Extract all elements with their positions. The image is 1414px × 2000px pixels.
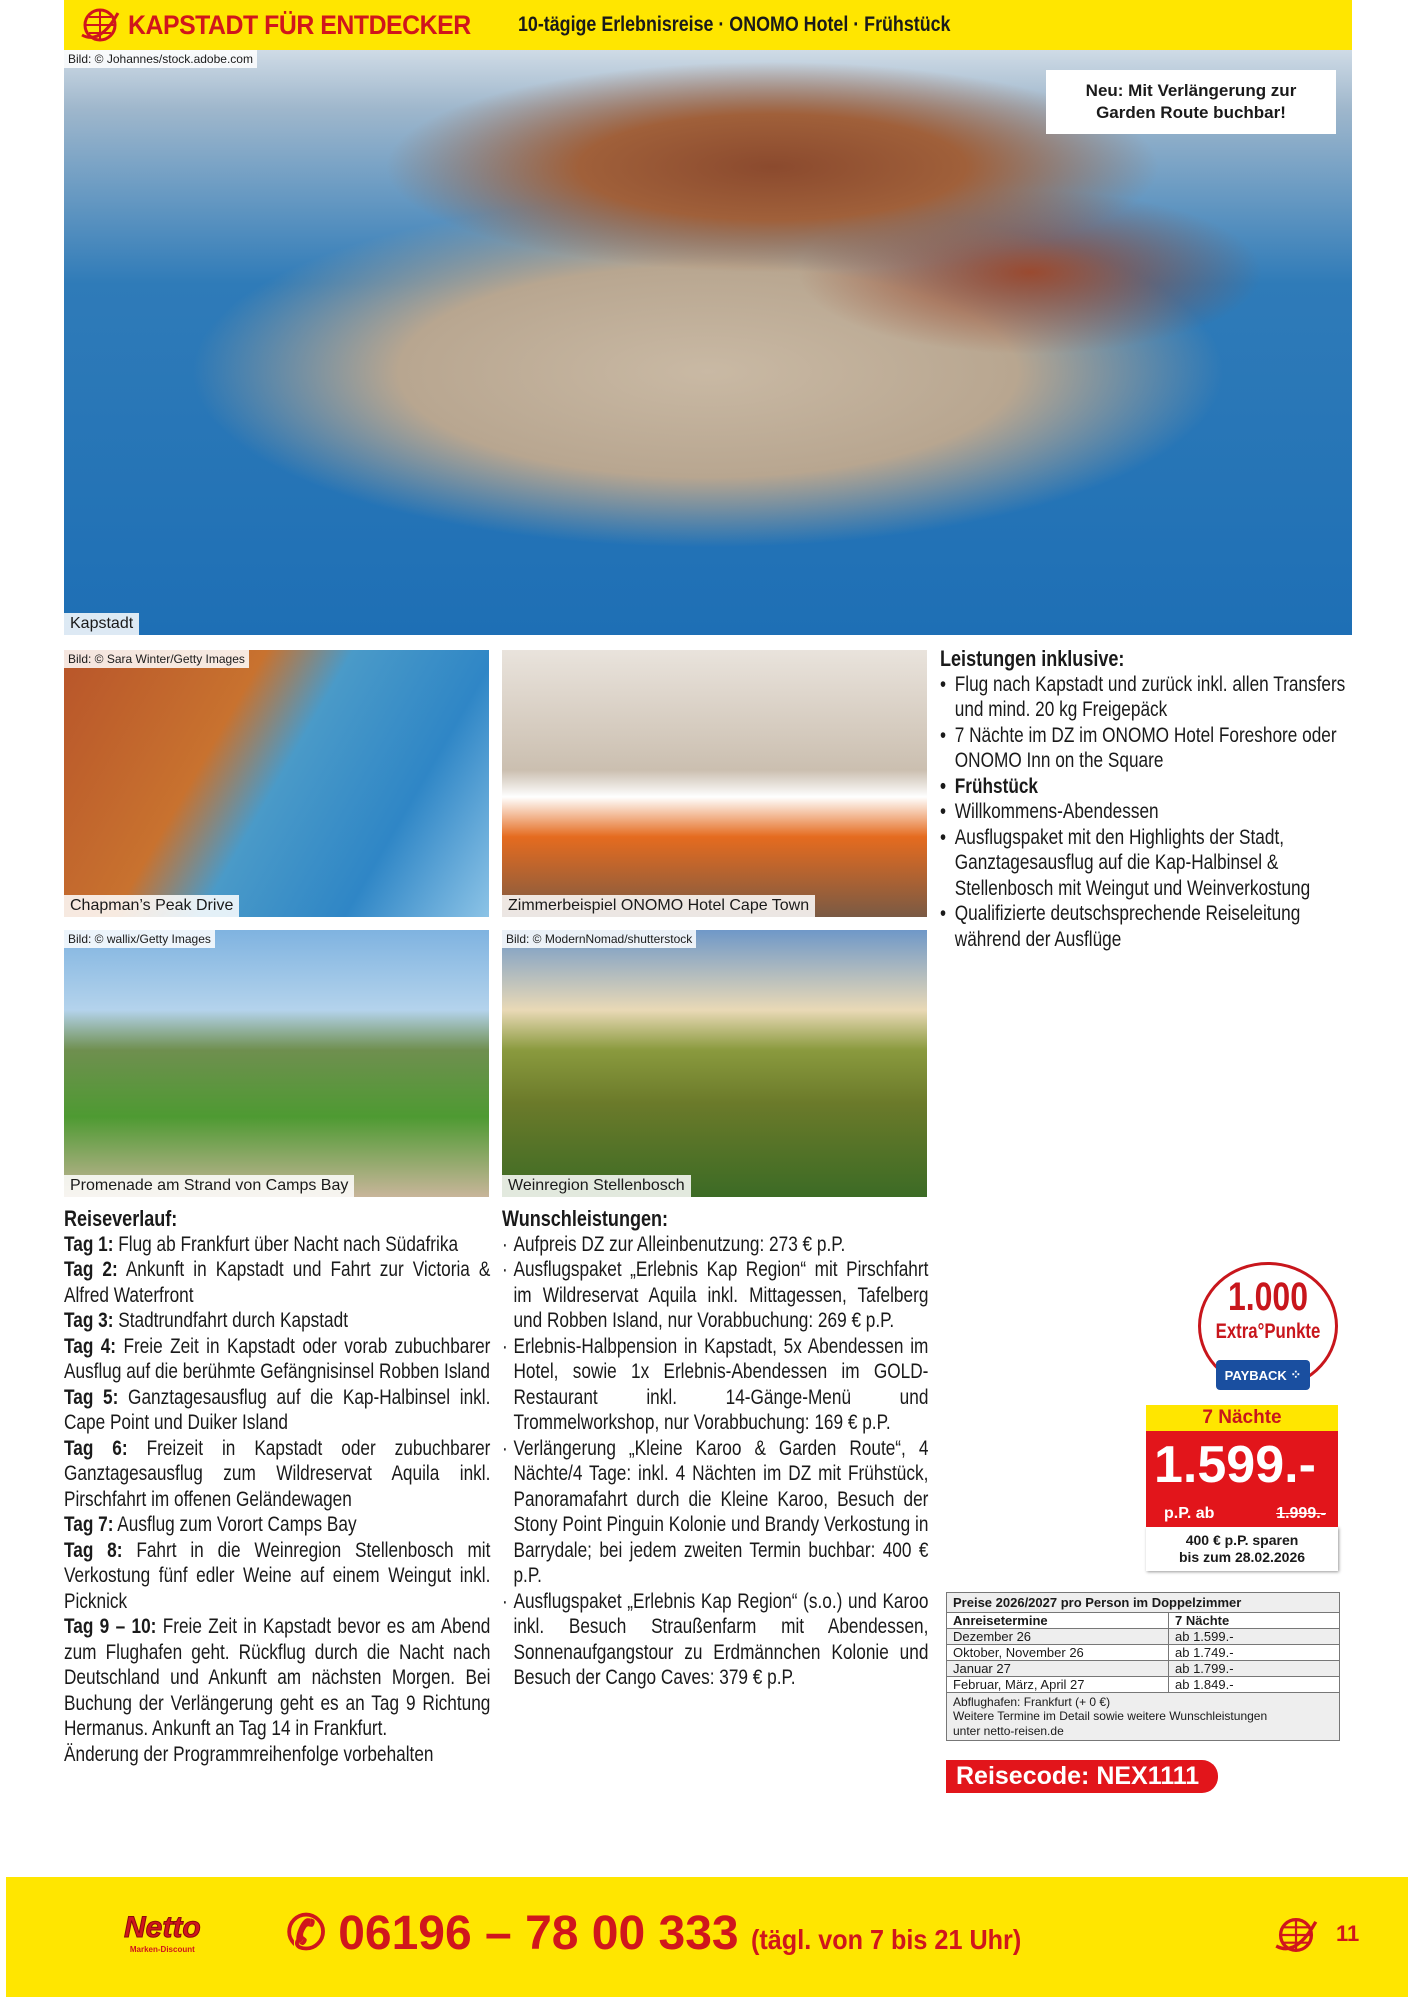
points-value: 1.000	[1227, 1275, 1309, 1319]
itinerary-title: Reiseverlauf:	[64, 1206, 178, 1231]
day-label: Tag 2:	[64, 1258, 118, 1281]
photo-camps-bay	[64, 930, 489, 1197]
day-text: Ankunft in Kapstadt und Fahrt zur Victoria & Alfred Waterfront	[64, 1258, 491, 1307]
day-label: Tag 8:	[64, 1538, 123, 1562]
netto-sub: Marken-Discount	[129, 1945, 195, 1954]
table-title: Preise 2026/2027 pro Person im Doppelzimmer	[947, 1593, 1339, 1613]
list-item: • Qualifizierte deutschsprechende Reiseleitung während der Ausflüge	[940, 901, 1350, 952]
price-per-person: p.P. ab	[1164, 1505, 1215, 1522]
price-box	[1146, 1405, 1338, 1571]
day-text: Freie Zeit in Kapstadt bevor es am Abend zum Flughafen geht. Rückflug durch die Nacht nach Deutschland und Ankunft am nächsten Morgen. Bei Buchung der Verlängerung geht es an Tag 9 Richtung Hermanus. Ankunft an Tag 14 in Frankfurt.	[64, 1615, 491, 1740]
photo-chapmans-peak	[64, 650, 489, 917]
table-row	[947, 1677, 1339, 1693]
photo-credit: Bild: © Sara Winter/Getty Images	[64, 650, 249, 668]
header-bar	[64, 0, 1352, 50]
itinerary-day	[64, 1308, 490, 1334]
included-services	[940, 646, 1350, 952]
day-label: Tag 3:	[64, 1309, 114, 1332]
itinerary-day	[64, 1385, 490, 1436]
table-row	[947, 1661, 1339, 1677]
day-text: Freie Zeit in Kapstadt oder vorab zubuchbarer Ausflug auf die berühmte Gefängnisinsel Robben Island	[64, 1334, 491, 1383]
footer-bar	[6, 1877, 1408, 1997]
itinerary	[64, 1206, 490, 1767]
nights-label: 7 Nächte	[1146, 1405, 1338, 1431]
list-item: · Aufpreis DZ zur Alleinbenutzung: 273 € p.P.	[502, 1232, 928, 1258]
table-cell: ab 1.799.-	[1175, 1661, 1234, 1676]
photo-credit: Bild: © Johannes/stock.adobe.com	[64, 50, 257, 68]
day-text: Stadtrundfahrt durch Kapstadt	[118, 1309, 348, 1332]
list-item: • 7 Nächte im DZ im ONOMO Hotel Foreshore oder ONOMO Inn on the Square	[940, 723, 1350, 774]
footnote-line: unter netto-reisen.de	[953, 1723, 1064, 1738]
list-item: · Ausflugspaket „Erlebnis Kap Region“ mit Pirschfahrt im Wildreservat Aquila inkl. Mittagessen, Tafelberg und Robben Island, nur Vorabbuchung: 269 € p.P.	[502, 1257, 928, 1334]
table-cell: Januar 27	[953, 1661, 1011, 1676]
price-value: 1.599.-	[1154, 1436, 1316, 1494]
netto-logo	[124, 1911, 201, 1954]
day-label: Tag 4:	[64, 1334, 117, 1358]
phone-number[interactable]: 06196 – 78 00 333	[338, 1907, 739, 1960]
day-text: Fahrt in die Weinregion Stellenbosch mit Verkostung fünf edler Weine auf einem Weingut inkl. Picknick	[64, 1538, 491, 1613]
savings-deadline: bis zum 28.02.2026	[1178, 1548, 1306, 1565]
photo-credit: Bild: © wallix/Getty Images	[64, 930, 215, 948]
day-text: Flug ab Frankfurt über Nacht nach Südafrika	[118, 1232, 459, 1256]
photo-stellenbosch	[502, 930, 927, 1197]
globe-icon	[1274, 1913, 1318, 1957]
day-text: Freizeit in Kapstadt oder zubuchbarer Ganztagesausflug zum Wildreservat Aquila inkl. Pirschfahrt im offenen Geländewagen	[64, 1436, 491, 1511]
points-label: Extra°Punkte	[1215, 1320, 1321, 1343]
page-title: KAPSTADT FÜR ENTDECKER	[128, 9, 471, 40]
globe-icon	[80, 5, 120, 45]
table-cell: ab 1.599.-	[1175, 1629, 1234, 1644]
savings-line: 400 € p.P. sparen	[1185, 1532, 1299, 1548]
savings-note	[1146, 1527, 1338, 1571]
price-table	[946, 1592, 1340, 1741]
photo-caption: Chapman’s Peak Drive	[64, 895, 239, 917]
day-label: Tag 5:	[64, 1385, 119, 1409]
list-item: · Verlängerung „Kleine Karoo & Garden Route“, 4 Nächte/4 Tage: inkl. 4 Nächten im DZ mit Frühstück, Panoramafahrt durch die Kleine Karoo, Besuch der Stony Point Pinguin Kolonie und Brandy Verkostung in Barrydale; bei jedem zweiten Termin buchbar: 400 € p.P.	[502, 1436, 928, 1589]
footnote-line: Abflughafen: Frankfurt (+ 0 €)	[953, 1695, 1111, 1709]
payback-dots-icon: ⁘	[1290, 1367, 1302, 1382]
itinerary-note: Änderung der Programmreihenfolge vorbehalten	[64, 1742, 434, 1766]
photo-caption: Kapstadt	[64, 613, 139, 635]
footnote-line: Weitere Termine im Detail sowie weitere Wunschleistungen	[953, 1709, 1268, 1724]
page-number: 11	[1336, 1921, 1360, 1946]
phone-icon: ✆	[286, 1907, 327, 1960]
itinerary-day	[64, 1512, 490, 1538]
day-text: Ausflug zum Vorort Camps Bay	[117, 1513, 357, 1536]
list-item: · Ausflugspaket „Erlebnis Kap Region“ (s.o.) und Karoo inkl. Besuch Straußenfarm mit Abendessen, Sonnenaufgangstour zu Erdmännchen Kolonie und Besuch der Cango Caves: 379 € p.P.	[502, 1589, 928, 1691]
photo-caption: Promenade am Strand von Camps Bay	[64, 1175, 354, 1197]
optional-services	[502, 1206, 928, 1691]
payback-logo	[1216, 1360, 1310, 1390]
netto-brand: Netto	[124, 1911, 201, 1944]
table-row	[947, 1629, 1339, 1645]
itinerary-day	[64, 1232, 490, 1258]
list-item: • Willkommens-Abendessen	[940, 799, 1350, 825]
list-item: · Erlebnis-Halbpension in Kapstadt, 5x Abendessen im Hotel, sowie 1x Erlebnis-Abendessen im GOLD-Restaurant inkl. 14-Gänge-Menü und Trommelworkshop, nur Vorabbuchung: 169 € p.P.	[502, 1334, 928, 1436]
itinerary-day	[64, 1257, 490, 1308]
itinerary-day	[64, 1436, 490, 1513]
itinerary-day	[64, 1334, 490, 1385]
table-cell: ab 1.849.-	[1175, 1677, 1234, 1692]
day-label: Tag 7:	[64, 1513, 114, 1536]
photo-credit: Bild: © ModernNomad/shutterstock	[502, 930, 696, 948]
table-cell: Februar, März, April 27	[953, 1677, 1085, 1692]
photo-caption: Weinregion Stellenbosch	[502, 1175, 691, 1197]
table-cell: Dezember 26	[953, 1629, 1032, 1644]
table-footnote	[947, 1693, 1339, 1740]
photo-caption: Zimmerbeispiel ONOMO Hotel Cape Town	[502, 895, 815, 917]
list-item: • Frühstück	[940, 774, 1350, 800]
page-subtitle: 10-tägige Erlebnisreise · ONOMO Hotel · Frühstück	[518, 13, 951, 36]
list-item: • Flug nach Kapstadt und zurück inkl. allen Transfers und mind. 20 kg Freigepäck	[940, 672, 1350, 723]
photo-hotel-room	[502, 650, 927, 917]
phone-hours: (tägl. von 7 bis 21 Uhr)	[750, 1924, 1021, 1955]
included-title: Leistungen inklusive:	[940, 646, 1125, 671]
day-label: Tag 6:	[64, 1436, 128, 1460]
day-text: Ganztagesausflug auf die Kap-Halbinsel inkl. Cape Point und Duiker Island	[64, 1385, 491, 1434]
day-label: Tag 1:	[64, 1232, 114, 1256]
old-price: 1.999.-	[1276, 1505, 1326, 1522]
table-row	[947, 1645, 1339, 1661]
table-cell: ab 1.749.-	[1175, 1645, 1234, 1660]
column-header: 7 Nächte	[1175, 1613, 1230, 1628]
phone-hotline[interactable]	[286, 1905, 1051, 1961]
itinerary-day	[64, 1614, 490, 1742]
list-item: • Ausflugspaket mit den Highlights der Stadt, Ganztagesausflug auf die Kap-Halbinsel & Stellenbosch mit Weingut und Weinverkostung	[940, 825, 1350, 902]
travel-code: Reisecode: NEX1111	[946, 1760, 1218, 1793]
day-label: Tag 9 – 10:	[64, 1615, 157, 1638]
table-header-row	[947, 1613, 1339, 1629]
column-header: Anreisetermine	[953, 1613, 1048, 1628]
extension-notice: Neu: Mit Verlängerung zur Garden Route buchbar!	[1046, 70, 1336, 134]
main-photo-kapstadt	[64, 50, 1352, 635]
optional-title: Wunschleistungen:	[502, 1206, 669, 1231]
payback-label: PAYBACK	[1224, 1367, 1287, 1383]
table-cell: Oktober, November 26	[953, 1645, 1084, 1660]
itinerary-day	[64, 1538, 490, 1615]
